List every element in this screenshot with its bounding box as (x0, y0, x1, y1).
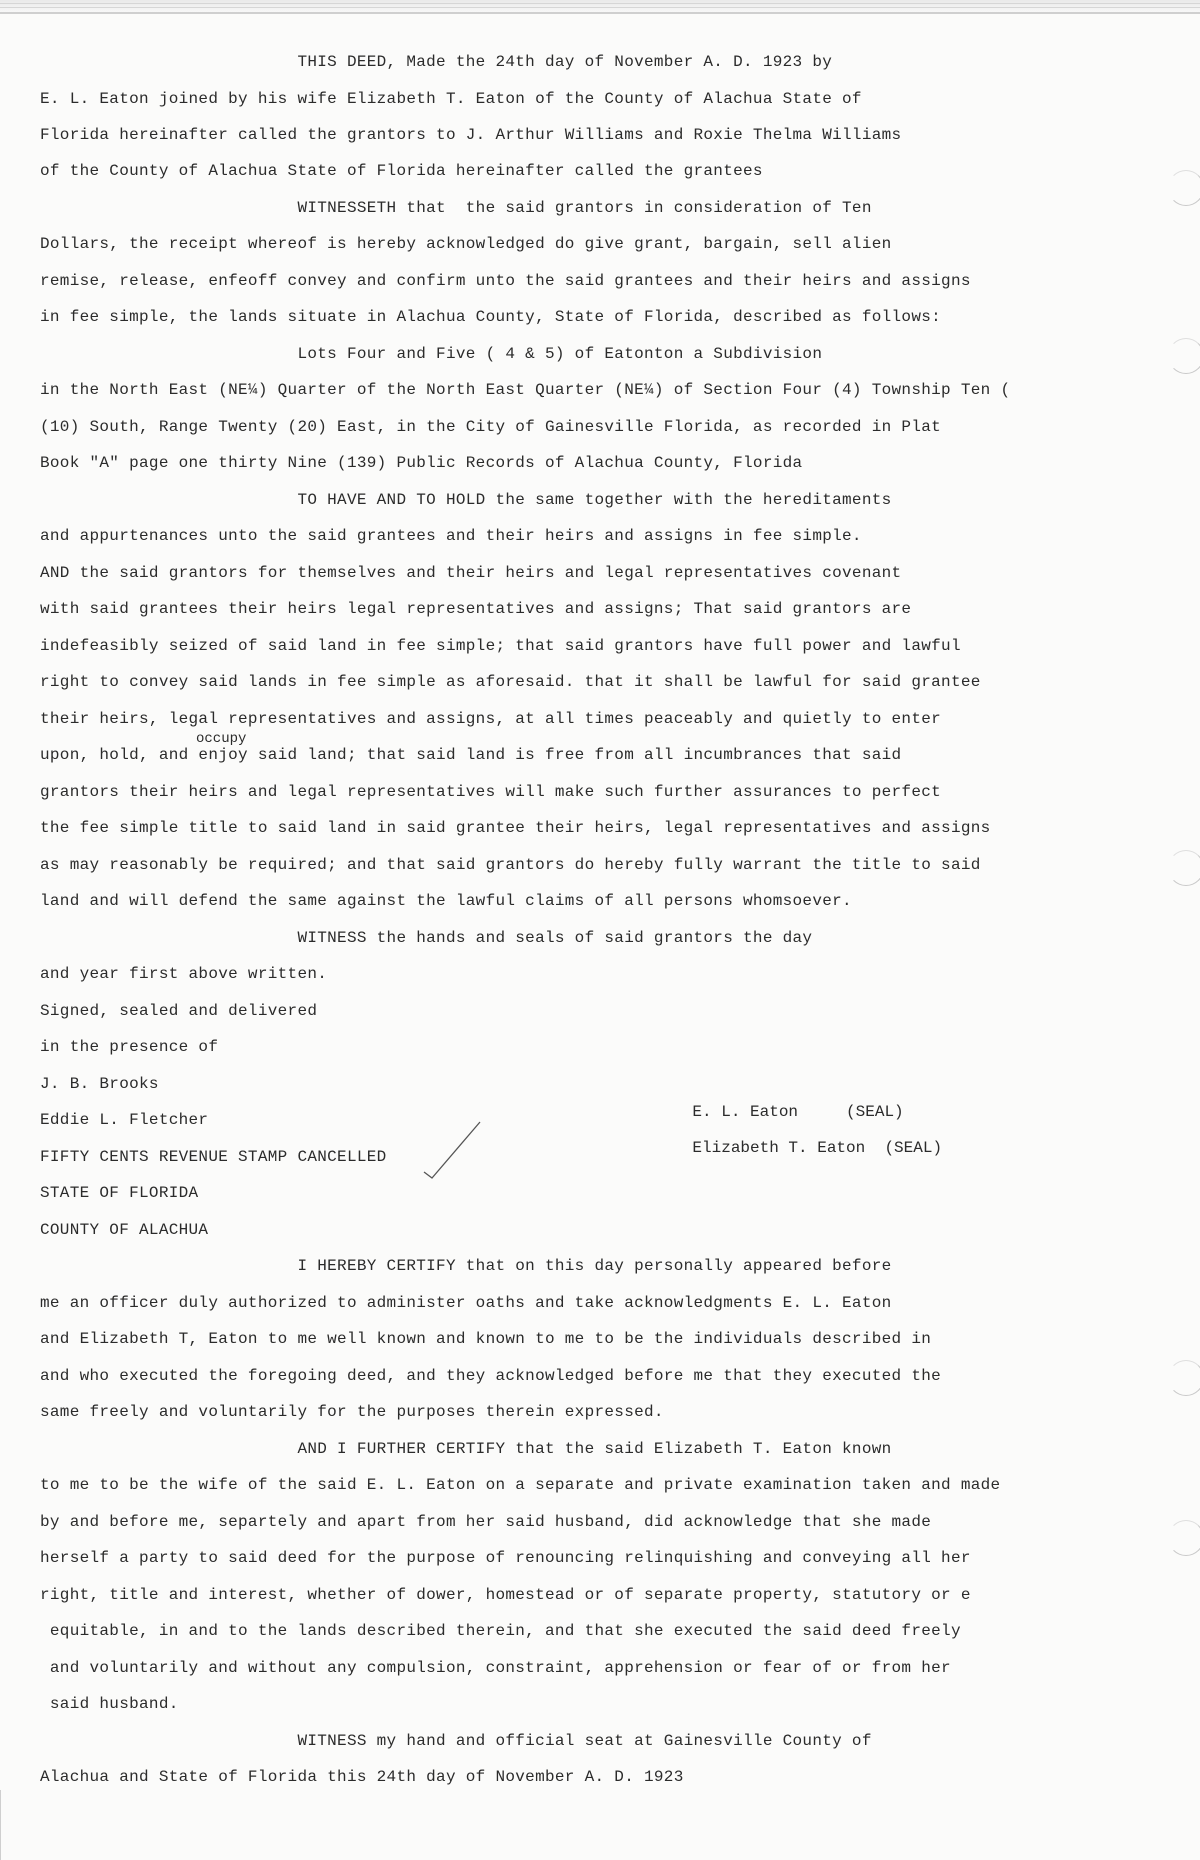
deed-line: as may reasonably be required; and that said grantors do hereby fully warrant the title to said (40, 856, 981, 874)
deed-line: land and will defend the same against the lawful claims of all persons whomsoever. (40, 892, 852, 910)
deed-line: TO HAVE AND TO HOLD the same together with the hereditaments (40, 491, 892, 509)
deed-line: STATE OF FLORIDA (40, 1184, 199, 1202)
deed-line: Eddie L. Fletcher (40, 1111, 209, 1129)
deed-line: said husband. (40, 1695, 179, 1713)
deed-line: Signed, sealed and delivered (40, 1002, 318, 1020)
deed-line: AND I FURTHER CERTIFY that the said Elizabeth T. Eaton known (40, 1440, 892, 1458)
deed-line: herself a party to said deed for the purpose of renouncing relinquishing and conveying all her (40, 1549, 971, 1567)
signature-name: Elizabeth T. Eaton (692, 1139, 866, 1157)
deed-line: and Elizabeth T, Eaton to me well known and known to me to be the individuals described in (40, 1330, 932, 1348)
deed-line: FIFTY CENTS REVENUE STAMP CANCELLED (40, 1148, 387, 1166)
deed-line: COUNTY OF ALACHUA (40, 1221, 209, 1239)
deed-line: the fee simple title to said land in said grantee their heirs, legal representatives and assigns (40, 819, 991, 837)
deed-line: and year first above written. (40, 965, 328, 983)
deed-line: in the North East (NE¼) Quarter of the North East Quarter (NE¼) of Section Four (4) Township Ten ( (40, 381, 1011, 399)
seal-label: (SEAL) (846, 1103, 904, 1121)
deed-line: equitable, in and to the lands described therein, and that she executed the said deed freely (40, 1622, 961, 1640)
deed-line: THIS DEED, Made the 24th day of November A. D. 1923 by (40, 53, 833, 71)
deed-line: by and before me, separtely and apart from her said husband, did acknowledge that she made (40, 1513, 932, 1531)
deed-line: and who executed the foregoing deed, and they acknowledged before me that they executed the (40, 1367, 942, 1385)
deed-line: Book "A" page one thirty Nine (139) Public Records of Alachua County, Florida (40, 454, 803, 472)
deed-line: Alachua and State of Florida this 24th day of November A. D. 1923 (40, 1768, 684, 1786)
deed-line: remise, release, enfeoff convey and confirm unto the said grantees and their heirs and assigns (40, 272, 971, 290)
deed-line: to me to be the wife of the said E. L. Eaton on a separate and private examination taken and made (40, 1476, 1001, 1494)
interlinear-insert: occupy (196, 731, 247, 747)
deed-line: WITNESSETH that the said grantors in consideration of Ten (40, 199, 872, 217)
deed-line: with said grantees their heirs legal representatives and assigns; That said grantors are (40, 600, 912, 618)
deed-line: their heirs, legal representatives and assigns, at all times peaceably and quietly to enter (40, 710, 942, 728)
check-mark-icon (402, 1120, 482, 1180)
deed-line: in fee simple, the lands situate in Alachua County, State of Florida, described as follows: (40, 308, 942, 326)
deed-line: upon, hold, and enjoy said land; that said land is free from all incumbrances that said (40, 746, 902, 764)
deed-line: J. B. Brooks (40, 1075, 159, 1093)
deed-line: of the County of Alachua State of Florida hereinafter called the grantees (40, 162, 763, 180)
deed-line: same freely and voluntarily for the purposes therein expressed. (40, 1403, 664, 1421)
seal-label: (SEAL) (884, 1139, 943, 1157)
deed-line: E. L. Eaton joined by his wife Elizabeth T. Eaton of the County of Alachua State of (40, 90, 862, 108)
deed-line: in the presence of (40, 1038, 219, 1056)
deed-line: Florida hereinafter called the grantors to J. Arthur Williams and Roxie Thelma Williams (40, 126, 902, 144)
deed-line: WITNESS my hand and official seat at Gainesville County of (40, 1732, 872, 1750)
deed-line: AND the said grantors for themselves and their heirs and legal representatives covenant (40, 564, 902, 582)
deed-line: grantors their heirs and legal representatives will make such further assurances to perfect (40, 783, 942, 801)
deed-line: I HEREBY CERTIFY that on this day personally appeared before (40, 1257, 892, 1275)
deed-line: right to convey said lands in fee simple as aforesaid. that it shall be lawful for said grantee (40, 673, 981, 691)
deed-line: right, title and interest, whether of dower, homestead or of separate property, statutory or e (40, 1586, 971, 1604)
deed-line: Dollars, the receipt whereof is hereby acknowledged do give grant, bargain, sell alien (40, 235, 892, 253)
signature-name: E. L. Eaton (692, 1103, 799, 1121)
deed-line: Lots Four and Five ( 4 & 5) of Eatonton a Subdivision (40, 345, 823, 363)
deed-line: indefeasibly seized of said land in fee simple; that said grantors have full power and lawful (40, 637, 961, 655)
deed-line: (10) South, Range Twenty (20) East, in the City of Gainesville Florida, as recorded in Plat (40, 418, 942, 436)
deed-line: me an officer duly authorized to administer oaths and take acknowledgments E. L. Eaton (40, 1294, 892, 1312)
deed-line: WITNESS the hands and seals of said grantors the day (40, 929, 813, 947)
deed-line: and voluntarily and without any compulsion, constraint, apprehension or fear of or from her (40, 1659, 951, 1677)
signature-elizabeth-eaton (654, 1118, 942, 1178)
deed-line: and appurtenances unto the said grantees and their heirs and assigns in fee simple. (40, 527, 862, 545)
